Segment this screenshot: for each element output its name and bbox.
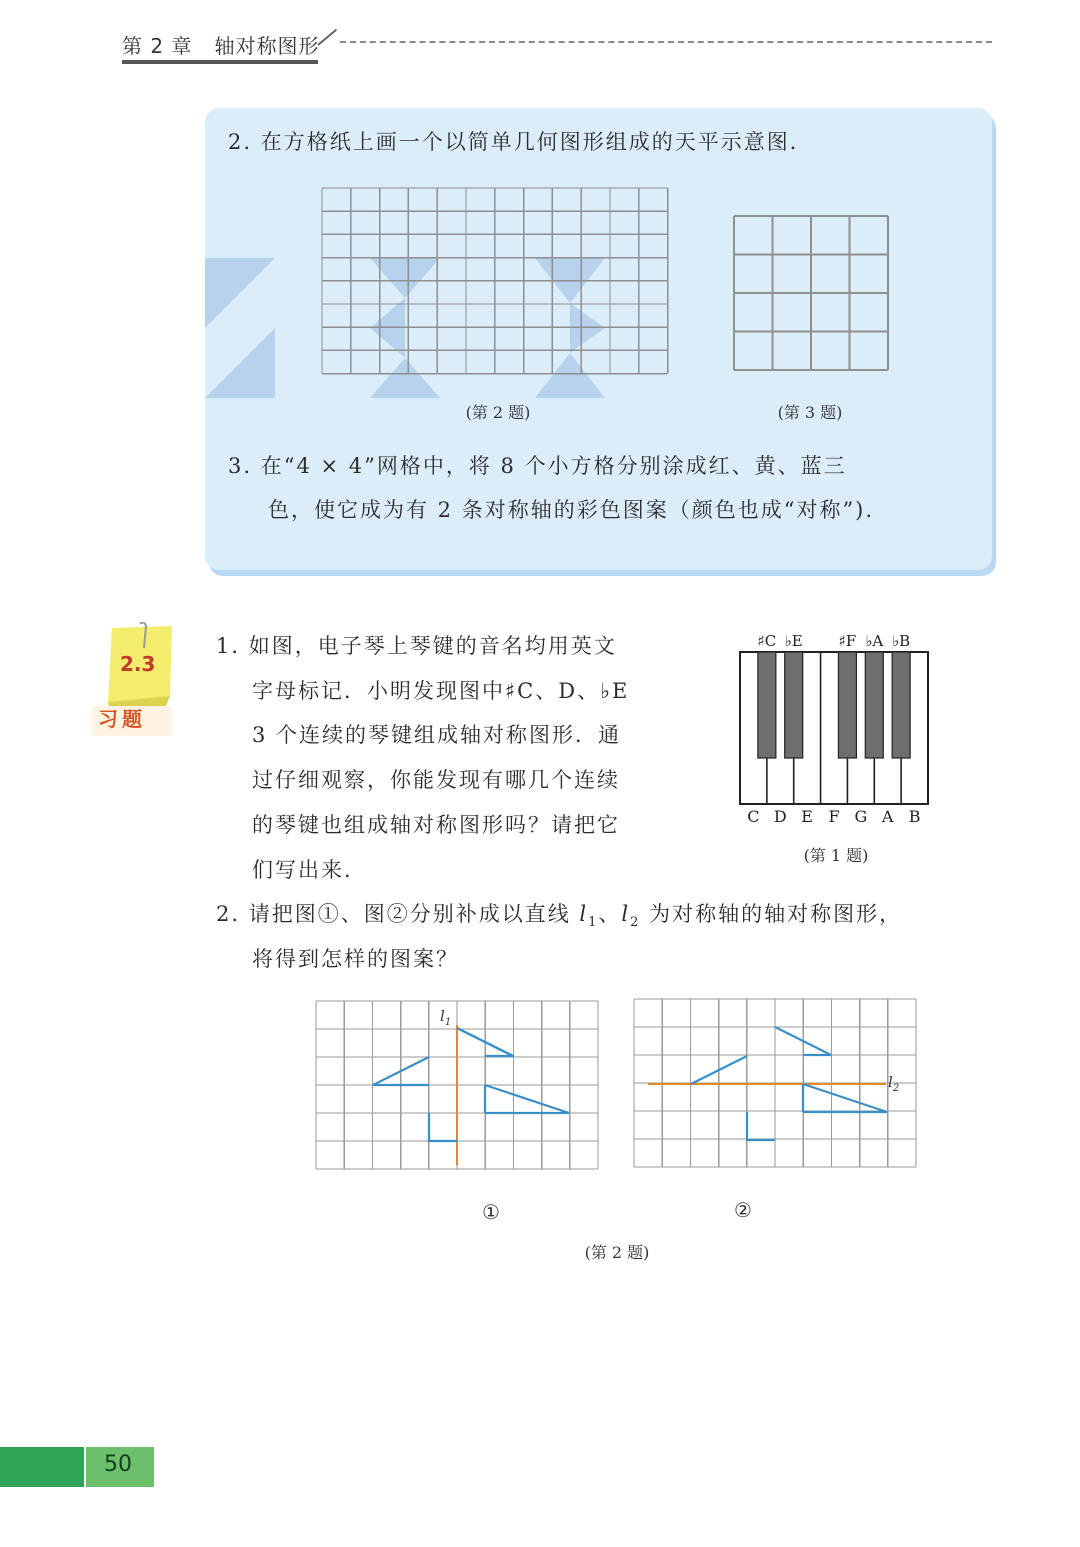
fig1-right-hyp	[485, 1085, 569, 1113]
page-number: 50	[104, 1452, 132, 1477]
figure-1-grid	[314, 999, 602, 1173]
axis-l1-name: l	[579, 902, 589, 926]
white-key-label: C	[747, 807, 760, 826]
piano-keyboard-figure	[730, 626, 940, 832]
chapter-header	[122, 30, 320, 59]
fig2-bottom-corner	[747, 1112, 775, 1140]
exercise-1-line-2: 字母标记．小明发现图中♯C、D、♭E	[252, 679, 630, 703]
exercise-section-number: 2.3	[120, 652, 156, 676]
black-key	[838, 652, 856, 758]
black-key	[785, 652, 803, 758]
figure-2-label: ②	[734, 1198, 752, 1222]
question-3-line1	[228, 450, 847, 480]
white-key-label: D	[773, 807, 787, 826]
black-key	[892, 652, 910, 758]
exercise-label: 习题	[98, 707, 146, 731]
q2-figure-caption: (第 2 题)	[465, 403, 531, 422]
header-underline	[122, 60, 318, 64]
exercise-1-line-1	[216, 630, 617, 660]
header-slash	[317, 29, 337, 46]
figure-1-label: ①	[482, 1200, 500, 1224]
axis-l2-name: l	[621, 902, 631, 926]
question-3-line2: 色，使它成为有 2 条对称轴的彩色图案（颜色也成“对称”).	[268, 498, 875, 522]
axis-l1-label-figure: $l_1$	[440, 1007, 452, 1028]
header-dashed-rule	[340, 41, 992, 43]
white-key-label: G	[854, 807, 868, 826]
black-key-label: ♭B	[892, 632, 911, 650]
white-key-label: E	[801, 807, 813, 826]
exercise-2-text-b: 为对称轴的轴对称图形，	[649, 902, 903, 926]
question-3-text-1: 在“4 × 4”网格中，将 8 个小方格分别涂成红、黄、蓝三	[260, 454, 847, 478]
figure-2-grid	[632, 997, 920, 1171]
exercise-1-line-5: 的琴键也组成轴对称图形吗？请把它	[252, 813, 620, 837]
page-bar-dark	[0, 1447, 84, 1487]
exercise-1-line-4: 过仔细观察，你能发现有哪几个连续	[252, 768, 620, 792]
exercise-1-number: 1.	[216, 634, 241, 658]
fig1-bottom-corner	[429, 1113, 457, 1141]
exercise-2-text-a: 请把图①、图②分别补成以直线	[248, 902, 571, 926]
chapter-title: 轴对称图形	[214, 34, 320, 58]
axis-l2-subscript: 2	[630, 915, 641, 931]
question-3-number: 3.	[228, 454, 253, 478]
white-key-label: B	[908, 807, 921, 826]
exercise-1-line-3: 3 个连续的琴键组成轴对称图形．通	[252, 723, 622, 747]
axis-l2-label-figure: $l_2$	[888, 1073, 900, 1094]
question-2-text: 在方格纸上画一个以简单几何图形组成的天平示意图．	[260, 130, 813, 154]
exercise-2-number: 2.	[216, 902, 241, 926]
exercise-2-line-2: 将得到怎样的图案？	[252, 947, 459, 971]
fig2-right-hyp	[803, 1084, 887, 1112]
question-2	[228, 126, 813, 156]
q2-grid-paper	[320, 186, 670, 376]
separator: 、	[598, 902, 622, 926]
piano-caption: (第 1 题)	[803, 846, 869, 865]
black-key-label: ♭E	[784, 632, 803, 650]
exercise-2-caption: (第 2 题)	[584, 1243, 650, 1262]
black-key-label: ♯C	[757, 632, 777, 650]
black-key-label: ♭A	[865, 632, 884, 650]
exercise-1-line-6: 们写出来．	[252, 858, 367, 882]
white-key-label: A	[881, 807, 894, 826]
black-key-label: ♯F	[838, 632, 857, 650]
question-2-number: 2.	[228, 130, 253, 154]
black-key	[865, 652, 883, 758]
q3-4x4-grid	[732, 214, 890, 372]
exercise-1-text-1: 如图，电子琴上琴键的音名均用英文	[248, 634, 617, 658]
white-key-label: F	[828, 807, 840, 826]
chapter-number: 第 2 章	[122, 34, 193, 58]
black-key	[758, 652, 776, 758]
axis-l1-subscript: 1	[588, 915, 599, 931]
exercise-2-line-1	[216, 898, 902, 930]
q3-figure-caption: (第 3 题)	[777, 403, 843, 422]
